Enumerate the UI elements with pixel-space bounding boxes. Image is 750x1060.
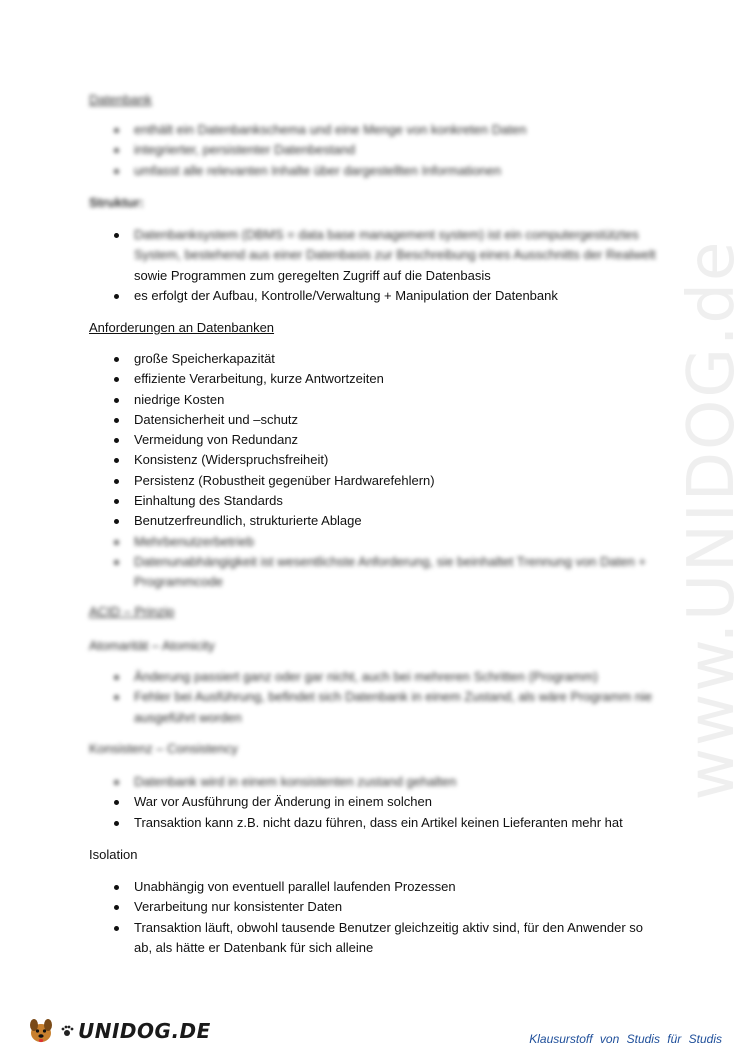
watermark: www.UNIDOG.de <box>675 239 749 801</box>
list-item <box>112 225 672 286</box>
section-heading-acid: ACID – Prinzip <box>89 604 175 619</box>
section-heading-struktur: Struktur: <box>89 195 144 210</box>
list-item: Mehrbenutzerbetrieb <box>112 532 672 552</box>
isolation-list <box>112 877 652 958</box>
list-item: große Speicherkapazität <box>112 349 672 369</box>
list-item: umfasst alle relevanten Inhalte über dargestellten Informationen <box>112 161 672 181</box>
footer-tagline: Klausurstoff von Studis für Studis <box>529 1032 722 1046</box>
datenbank-list <box>112 120 672 181</box>
list-item: Datensicherheit und –schutz <box>112 410 672 430</box>
list-item: integrierter, persistenter Datenbestand <box>112 140 672 160</box>
section-heading-datenbank: Datenbank <box>89 92 152 107</box>
subheading-atomaritaet: Atomarität – Atomicity <box>89 638 215 653</box>
list-item: Transaktion kann z.B. nicht dazu führen, dass ein Artikel keinen Lieferanten mehr hat <box>112 813 672 833</box>
list-item: Einhaltung des Standards <box>112 491 672 511</box>
section-heading-anforderungen: Anforderungen an Datenbanken <box>89 320 275 335</box>
list-item: es erfolgt der Aufbau, Kontrolle/Verwaltung + Manipulation der Datenbank <box>112 286 672 306</box>
list-item: Unabhängig von eventuell parallel laufenden Prozessen <box>112 877 652 897</box>
list-item: niedrige Kosten <box>112 390 672 410</box>
logo-text: UNIDOG.DE <box>78 1019 211 1043</box>
list-item: War vor Ausführung der Änderung in einem solchen <box>112 792 672 812</box>
list-item: Konsistenz (Widerspruchsfreiheit) <box>112 450 672 470</box>
struktur-list <box>112 225 672 306</box>
konsistenz-list <box>112 772 672 833</box>
atomaritaet-list <box>112 667 672 728</box>
struktur-blur-line-2: System, bestehend aus einer Datenbasis zur Beschreibung eines Ausschnitts der Realwelt <box>134 247 656 263</box>
struktur-blur-line-1: Datenbanksystem (DBMS = data base management system) ist ein computergestütztes <box>134 227 639 242</box>
paw-icon <box>60 1024 74 1038</box>
list-item: Fehler bei Ausführung, befindet sich Datenbank in einem Zustand, als wäre Programm nie ausgeführt worden <box>112 687 672 728</box>
unidog-logo <box>26 1016 211 1046</box>
dog-mascot-icon <box>26 1016 56 1046</box>
list-item: Änderung passiert ganz oder gar nicht, auch bei mehreren Schritten (Programm) <box>112 667 672 687</box>
section-heading-isolation: Isolation <box>89 847 138 862</box>
anforderungen-list <box>112 349 672 593</box>
list-item: Vermeidung von Redundanz <box>112 430 672 450</box>
struktur-clear-line: sowie Programmen zum geregelten Zugriff auf die Datenbasis <box>134 267 491 283</box>
list-item: Datenunabhängigkeit ist wesentlichste Anforderung, sie beinhaltet Trennung von Daten + Programmcode <box>112 552 672 593</box>
subheading-konsistenz: Konsistenz – Consistency <box>89 741 238 756</box>
list-item: Datenbank wird in einem konsistenten zustand gehalten <box>112 772 672 792</box>
list-item: Transaktion läuft, obwohl tausende Benutzer gleichzeitig aktiv sind, für den Anwender so ab, als hätte er Datenbank für sich alleine <box>112 918 652 959</box>
list-item: enthält ein Datenbankschema und eine Menge von konkreten Daten <box>112 120 672 140</box>
list-item: Persistenz (Robustheit gegenüber Hardwarefehlern) <box>112 471 672 491</box>
list-item: effiziente Verarbeitung, kurze Antwortzeiten <box>112 369 672 389</box>
list-item: Benutzerfreundlich, strukturierte Ablage <box>112 511 672 531</box>
list-item: Verarbeitung nur konsistenter Daten <box>112 897 652 917</box>
